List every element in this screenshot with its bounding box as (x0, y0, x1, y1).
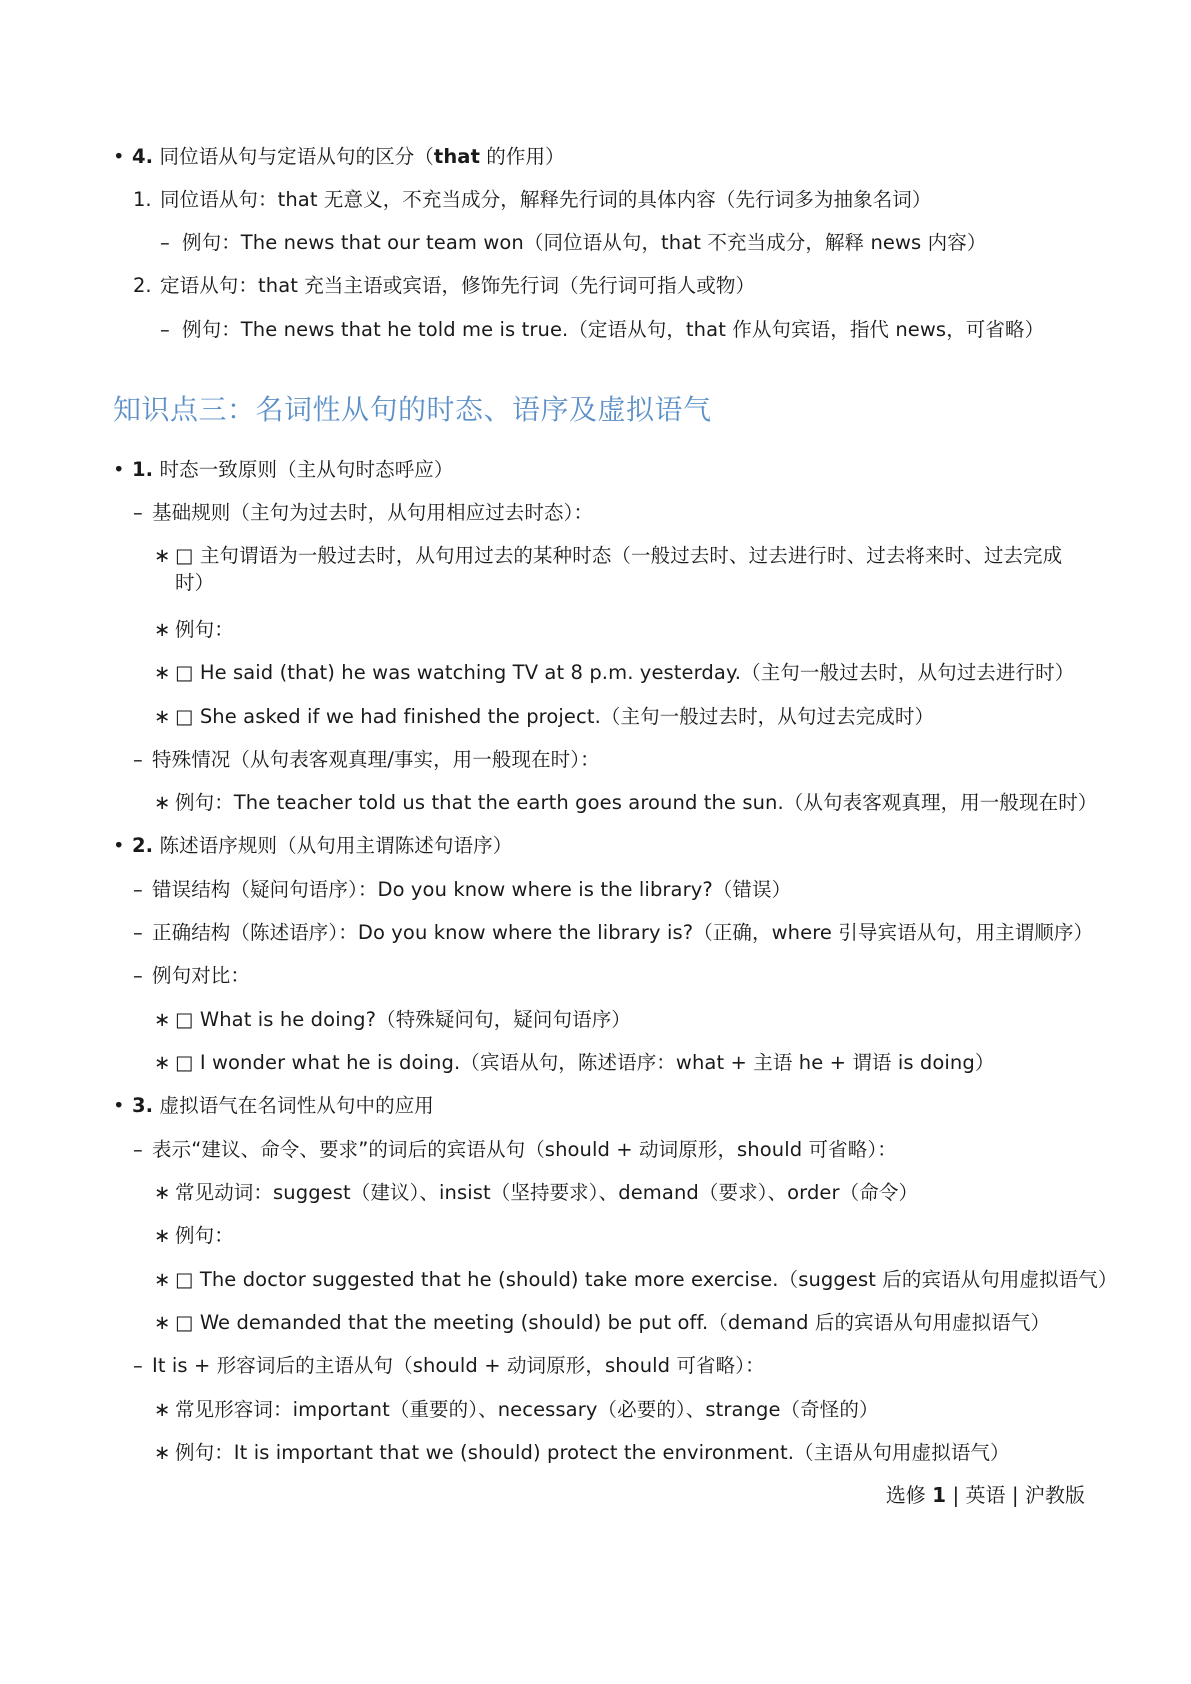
bullet-marker: • (113, 834, 125, 857)
example-sentence: □ She asked if we had finished the project.（主句一般过去时，从句过去完成时） (175, 705, 935, 728)
point-title-text: 虚拟语气在名词性从句中的应用 (159, 1094, 434, 1117)
rule-item: 常见形容词：important（重要的）、necessary（必要的）、strange（奇怪的） (175, 1398, 879, 1421)
rule-text: 错误结构（疑问句语序）：Do you know where is the library?（错误） (152, 878, 792, 901)
example-sentence: □ What is he doing?（特殊疑问句，疑问句语序） (175, 1008, 631, 1031)
star-marker: ∗ (154, 705, 171, 728)
example-sentence: 例句：It is important that we (should) protect the environment.（主语从句用虚拟语气） (175, 1441, 1010, 1464)
section-4-title (132, 143, 565, 170)
star-marker: ∗ (154, 1224, 171, 1247)
dash-marker: – (133, 921, 143, 944)
rule-text: 例句对比： (152, 964, 251, 987)
rule-text: 表示“建议、命令、要求”的词后的宾语从句（should + 动词原形，should 可省略）： (152, 1138, 897, 1161)
section-number: 4. (132, 145, 154, 168)
example-label: 例句： (175, 618, 234, 641)
bullet-marker: • (113, 145, 125, 168)
dash-marker: – (133, 748, 143, 771)
example-sentence: □ He said (that) he was watching TV at 8 p.m. yesterday.（主句一般过去时，从句过去进行时） (175, 661, 1075, 684)
dash-marker: – (133, 878, 143, 901)
section-title-end: 的作用） (480, 145, 565, 168)
dash-marker: – (133, 1138, 143, 1161)
star-marker: ∗ (154, 618, 171, 641)
rule-text: 基础规则（主句为过去时，从句用相应过去时态）： (152, 501, 594, 524)
section-title-bold: that (433, 145, 480, 168)
list-number: 2. (133, 274, 152, 297)
footer-volume: 1 (932, 1483, 947, 1507)
star-marker: ∗ (154, 1051, 171, 1074)
dash-marker: – (133, 964, 143, 987)
footer-prefix: 选修 (885, 1483, 933, 1507)
list-number: 1. (133, 188, 152, 211)
example-sentence: 例句：The news that he told me is true.（定语从句，that 作从句宾语，指代 news，可省略） (182, 318, 1045, 341)
dash-marker: – (160, 231, 170, 254)
star-marker: ∗ (154, 1398, 171, 1421)
point-number: 2. (132, 834, 154, 857)
example-sentence: □ I wonder what he is doing.（宾语从句，陈述语序：what + 主语 he + 谓语 is doing） (175, 1051, 995, 1074)
star-marker: ∗ (154, 791, 171, 814)
example-sentence: □ The doctor suggested that he (should) take more exercise.（suggest 后的宾语从句用虚拟语气） (175, 1268, 1118, 1291)
page-footer (800, 1481, 1085, 1509)
bullet-marker: • (113, 458, 125, 481)
point-title (132, 456, 454, 483)
star-marker: ∗ (154, 1441, 171, 1464)
example-label: 例句： (175, 1224, 234, 1247)
dash-marker: – (133, 1354, 143, 1377)
star-marker: ∗ (154, 1311, 171, 1334)
point-title-text: 时态一致原则（主从句时态呼应） (159, 458, 454, 481)
list-item: 定语从句：that 充当主语或宾语，修饰先行词（先行词可指人或物） (160, 274, 756, 297)
dash-marker: – (160, 318, 170, 341)
star-marker: ∗ (154, 661, 171, 684)
rule-item: 常见动词：suggest（建议）、insist（坚持要求）、demand（要求）、order（命令） (175, 1181, 919, 1204)
example-sentence: 例句：The teacher told us that the earth goes around the sun.（从句表客观真理，用一般现在时） (175, 791, 1098, 814)
point-number: 3. (132, 1094, 154, 1117)
point-title (132, 1092, 434, 1119)
point-number: 1. (132, 458, 154, 481)
rule-text: 特殊情况（从句表客观真理/事实，用一般现在时）： (152, 748, 600, 771)
star-marker: ∗ (154, 1181, 171, 1204)
example-sentence: 例句：The news that our team won（同位语从句，that 不充当成分，解释 news 内容） (182, 231, 987, 254)
example-sentence: □ We demanded that the meeting (should) be put off.（demand 后的宾语从句用虚拟语气） (175, 1311, 1051, 1334)
point-title-text: 陈述语序规则（从句用主谓陈述句语序） (159, 834, 513, 857)
section-heading: 知识点三：名词性从句的时态、语序及虚拟语气 (113, 393, 712, 426)
star-marker: ∗ (154, 544, 171, 567)
bullet-marker: • (113, 1094, 125, 1117)
star-marker: ∗ (154, 1008, 171, 1031)
rule-text: It is + 形容词后的主语从句（should + 动词原形，should 可省略）： (152, 1354, 765, 1377)
rule-item: □ 主句谓语为一般过去时，从句用过去的某种时态（一般过去时、过去进行时、过去将来时、过去完成时） (175, 544, 1063, 594)
footer-suffix: | 英语 | 沪教版 (946, 1483, 1085, 1507)
list-item: 同位语从句：that 无意义，不充当成分，解释先行词的具体内容（先行词多为抽象名词） (160, 188, 932, 211)
section-title-text: 同位语从句与定语从句的区分（ (159, 145, 434, 168)
star-marker: ∗ (154, 1268, 171, 1291)
dash-marker: – (133, 501, 143, 524)
point-title (132, 832, 512, 859)
rule-text: 正确结构（陈述语序）：Do you know where the library is?（正确，where 引导宾语从句，用主谓顺序） (152, 921, 1094, 944)
